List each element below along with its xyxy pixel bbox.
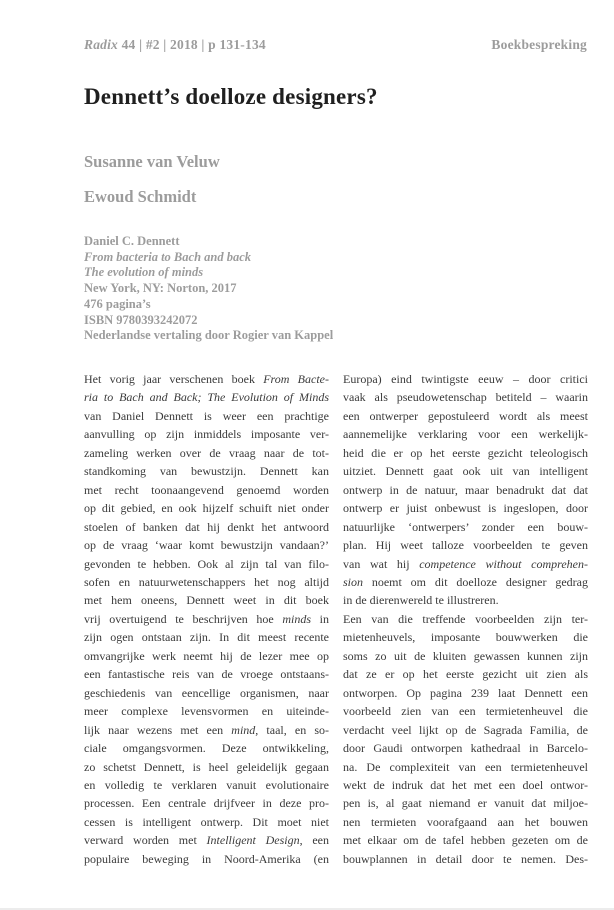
text-line: plan. Hij weet talloze voorbeelden te geven bbox=[343, 538, 588, 553]
text-line: een ontwerper gepostuleerd wordt als meest bbox=[343, 408, 588, 423]
text-line: New York, NY: Norton, 2017 bbox=[84, 281, 237, 296]
text-line: meer complexe levensvormen en uiteinde- bbox=[84, 704, 329, 719]
text-line: pen is, al gaat niemand er vanuit dat miljoe- bbox=[343, 796, 588, 811]
text-line: 476 pagina’s bbox=[84, 296, 151, 311]
text-line: in de dierenwereld te illustreren. bbox=[343, 593, 499, 608]
article-title: Dennett’s doelloze designers? bbox=[84, 84, 378, 109]
text-line: aannemelijke verklaring voor een werkelijk- bbox=[343, 427, 588, 442]
text-line: zo schetst Dennett, is heel geleidelijk gegaan bbox=[84, 759, 329, 774]
journal-name: Radix bbox=[84, 37, 119, 52]
text-line: een fantastische reis van de vroege ontstaans- bbox=[84, 667, 329, 682]
author-name: Ewoud Schmidt bbox=[84, 187, 197, 206]
text-line: Europa) eind twintigste eeuw – door critici bbox=[343, 372, 588, 386]
text-line: mietenheuvels, imposante bouwwerken die bbox=[343, 630, 588, 645]
text-line: From bacteria to Bach and back bbox=[84, 249, 252, 264]
text-line: heid die er op het eerste gezicht teleologisch bbox=[343, 445, 588, 460]
text-line: Nederlandse vertaling door Rogier van Kappel bbox=[84, 328, 334, 343]
text-line: Daniel C. Dennett bbox=[84, 234, 180, 248]
author-name: Susanne van Veluw bbox=[84, 152, 220, 171]
text-line: ontworpen. Op pagina 239 laat Dennett een bbox=[343, 685, 588, 700]
text-line: met elkaar om de tafel hebben gezeten om de bbox=[343, 833, 588, 848]
text-line: vrij overtuigend te beschrijven hoe minds in bbox=[84, 611, 329, 626]
body-column-left bbox=[84, 370, 329, 868]
text-line: geschiedenis van eencellige organismen, naar bbox=[84, 685, 329, 700]
text-line: ria to Bach and Back; The Evolution of Minds bbox=[84, 390, 329, 405]
text-line: zameling werken over de vraag naar de tot- bbox=[84, 445, 329, 460]
text-line: aanvulling op zijn inmiddels imposante ver- bbox=[84, 427, 329, 442]
text-line: omvangrijke werk neemt hij de lezer mee op bbox=[84, 648, 329, 663]
text-line: en volledig te verklaren vanuit evolutionaire bbox=[84, 777, 329, 792]
journal-reference bbox=[84, 37, 266, 53]
text-line: door Gaudi ontworpen kathedraal in Barcelo- bbox=[343, 741, 588, 756]
text-line: met hem oneens, Dennett weet in dit boek bbox=[84, 593, 329, 608]
text-line: uitziet. Dennett gaat ook uit van intelligent bbox=[343, 464, 588, 479]
text-line: verdacht veel lijkt op de Sagrada Familia, de bbox=[343, 722, 588, 737]
text-line: natuurlijke ‘ontwerpers’ zonder een bouw- bbox=[343, 519, 588, 534]
text-line: soms zo uit de kluiten gewassen kunnen zijn bbox=[343, 648, 588, 663]
text-line: Het vorig jaar verschenen boek From Bacte- bbox=[84, 372, 329, 386]
text-line: ciale omgangsvormen. Deze ontwikkeling, bbox=[84, 741, 329, 756]
text-line: na. De complexiteit van een termietenheuvel bbox=[343, 759, 588, 774]
section-label: Boekbespreking bbox=[491, 37, 587, 52]
text-line: van Daniel Dennett is weer een prachtige bbox=[84, 408, 329, 423]
text-line: op dit gebied, en ook hijzelf schuift niet onder bbox=[84, 501, 329, 516]
text-line: stoelen of banken dat hij denkt het antwoord bbox=[84, 519, 329, 534]
authors-block bbox=[84, 153, 220, 223]
text-line: sofen en natuurwetenschappers het nog altijd bbox=[84, 574, 329, 589]
text-line: verward worden met Intelligent Design, een bbox=[84, 833, 329, 848]
text-line: gevonden te hebben. Ook al zijn tal van filo- bbox=[84, 556, 329, 571]
journal-issue-info: 44 | #2 | 2018 | p 131-134 bbox=[121, 37, 266, 52]
text-line: ISBN 9780393242072 bbox=[84, 312, 198, 327]
text-line: zijn ogen ontstaan zijn. In dit meest recente bbox=[84, 630, 329, 645]
text-line: Een van die treffende voorbeelden zijn ter- bbox=[343, 611, 588, 626]
text-line: standkoming van bewustzijn. Dennett kan bbox=[84, 464, 329, 479]
text-line: bouwplannen in detail door te nemen. Des- bbox=[343, 851, 588, 866]
text-line: dat ze er op het eerste gezicht uit zien als bbox=[343, 667, 588, 682]
book-citation-block bbox=[84, 234, 333, 344]
text-line: sion noemt om dit doelloze designer gedrag bbox=[343, 574, 588, 589]
text-line: met recht toonaangevend genoemd worden bbox=[84, 482, 329, 497]
text-line: nen termieten voorafgaand aan het bouwen bbox=[343, 814, 588, 829]
text-line: op de vraag ‘waar komt bewustzijn vandaan?’ bbox=[84, 538, 329, 553]
text-line: cessen is intelligent ontwerp. Dit moet niet bbox=[84, 814, 329, 829]
text-line: voorbeeld zien van een termietenheuvel die bbox=[343, 704, 588, 719]
text-line: ontwerp in de natuur, maar benadrukt dat dat bbox=[343, 482, 588, 497]
text-line: populaire beweging in Noord-Amerika (en bbox=[84, 851, 329, 866]
text-line: ontwerp er juist onbewust is ingeslopen, door bbox=[343, 501, 588, 516]
page-header bbox=[84, 37, 587, 53]
text-line: processen. Een centrale drijfveer in deze pro- bbox=[84, 796, 329, 811]
text-line: vaak als pseudowetenschap betiteld – waarin bbox=[343, 390, 588, 405]
text-line: The evolution of minds bbox=[84, 265, 204, 280]
text-line: wekt de indruk dat het met een doel ontwor- bbox=[343, 777, 588, 792]
text-line: lijk naar wezens met een mind, taal, en so- bbox=[84, 722, 329, 737]
text-line: van wat hij competence without comprehen- bbox=[343, 556, 588, 571]
article-body bbox=[84, 370, 588, 868]
body-column-right bbox=[343, 370, 588, 868]
